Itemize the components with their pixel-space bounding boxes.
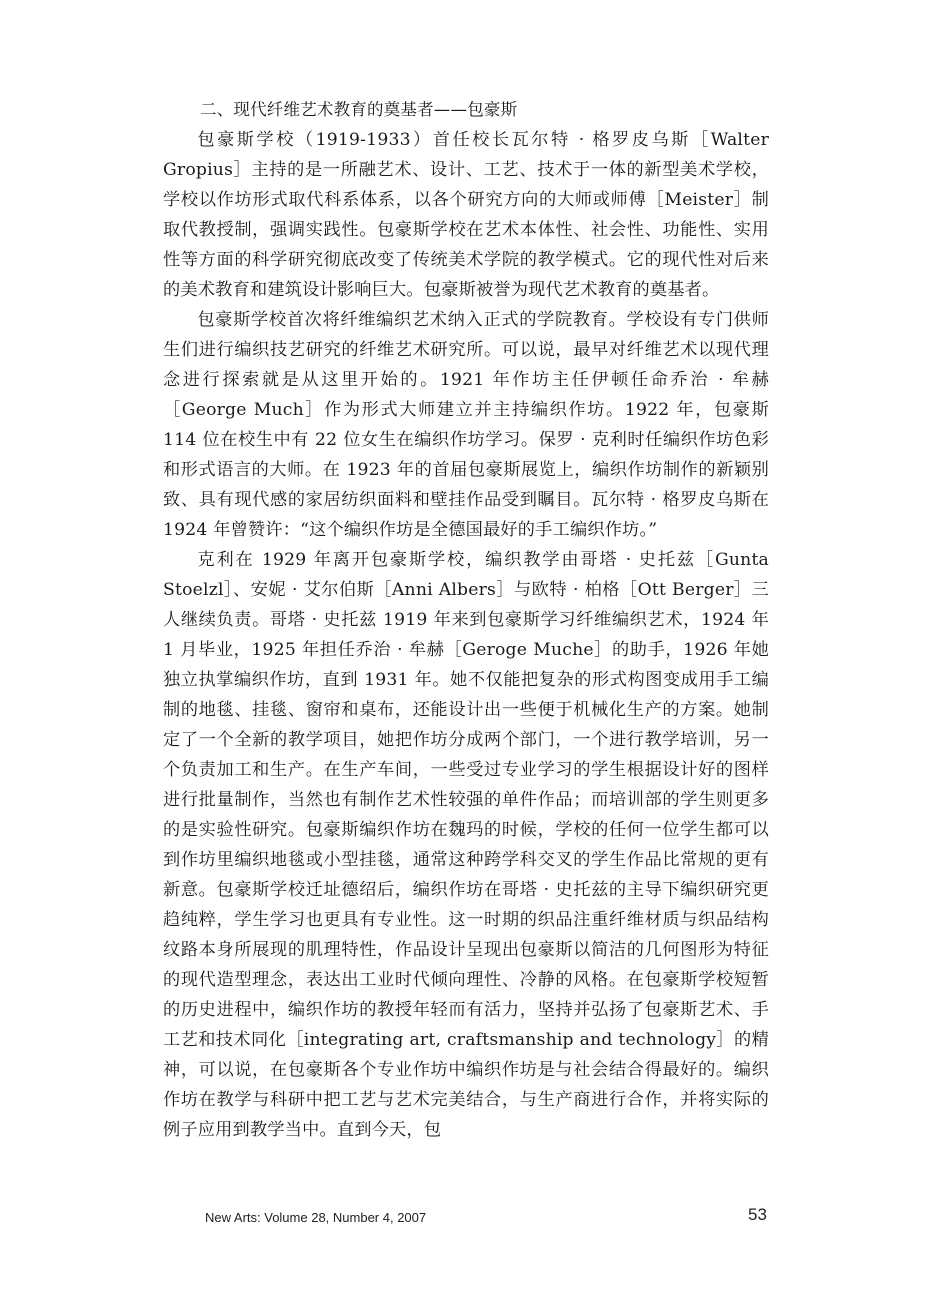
section-heading: 二、现代纤维艺术教育的奠基者——包豪斯 <box>200 100 518 119</box>
article-body <box>163 95 769 1145</box>
paragraph-2: 包豪斯学校首次将纤维编织艺术纳入正式的学院教育。学校设有专门供师生们进行编织技艺研究的纤维艺术研究所。可以说，最早对纤维艺术以现代理念进行探索就是从这里开始的。1921 年作坊主任伊顿任命乔治 · 牟赫［George Much］作为形式大师建立并主持编织作坊。1922 年，包豪斯 114 位在校生中有 22 位女生在编织作坊学习。保罗 · 克利时任编织作坊色彩和形式语言的大师。在 1923 年的首届包豪斯展览上，编织作坊制作的新颖别致、具有现代感的家居纺织面料和壁挂作品受到瞩目。瓦尔特 · 格罗皮乌斯在 1924 年曾赞许：“这个编织作坊是全德国最好的手工编织作坊。” <box>163 310 769 540</box>
footer-journal-citation: New Arts: Volume 28, Number 4, 2007 <box>205 1210 427 1225</box>
footer-page-number: 53 <box>748 1205 767 1224</box>
paragraph-3: 克利在 1929 年离开包豪斯学校，编织教学由哥塔 · 史托兹［Gunta Stoelzl］、安妮 · 艾尔伯斯［Anni Albers］与欧特 · 柏格［Ott Berger］三人继续负责。哥塔 · 史托兹 1919 年来到包豪斯学习纤维编织艺术，1924 年 1 月毕业，1925 年担任乔治 · 牟赫［Geroge Muche］的助手，1926 年她独立执掌编织作坊，直到 1931 年。她不仅能把复杂的形式构图变成用手工编制的地毯、挂毯、窗帘和桌布，还能设计出一些便于机械化生产的方案。她制定了一个全新的教学项目，她把作坊分成两个部门，一个进行教学培训，另一个负责加工和生产。在生产车间，一些受过专业学习的学生根据设计好的图样进行批量制作，当然也有制作艺术性较强的单件作品；而培训部的学生则更多的是实验性研究。包豪斯编织作坊在魏玛的时候，学校的任何一位学生都可以到作坊里编织地毯或小型挂毯，通常这种跨学科交叉的学生作品比常规的更有新意。包豪斯学校迁址德绍后，编织作坊在哥塔 · 史托兹的主导下编织研究更趋纯粹，学生学习也更具有专业性。这一时期的织品注重纤维材质与织品结构纹路本身所展现的肌理特性，作品设计呈现出包豪斯以简洁的几何图形为特征的现代造型理念，表达出工业时代倾向理性、冷静的风格。在包豪斯学校短暂的历史进程中，编织作坊的教授年轻而有活力，坚持并弘扬了包豪斯艺术、手工艺和技术同化［integrating art, craftsmanship and technology］的精神，可以说，在包豪斯各个专业作坊中编织作坊是与社会结合得最好的。编织作坊在教学与科研中把工艺与艺术完美结合，与生产商进行合作，并将实际的例子应用到教学当中。直到今天，包 <box>163 550 769 1140</box>
paragraph-1: 包豪斯学校（1919-1933）首任校长瓦尔特 · 格罗皮乌斯［Walter Gropius］主持的是一所融艺术、设计、工艺、技术于一体的新型美术学校，学校以作坊形式取代科系体系，以各个研究方向的大师或师傅［Meister］制取代教授制，强调实践性。包豪斯学校在艺术本体性、社会性、功能性、实用性等方面的科学研究彻底改变了传统美术学院的教学模式。它的现代性对后来的美术教育和建筑设计影响巨大。包豪斯被誉为现代艺术教育的奠基者。 <box>163 130 769 300</box>
